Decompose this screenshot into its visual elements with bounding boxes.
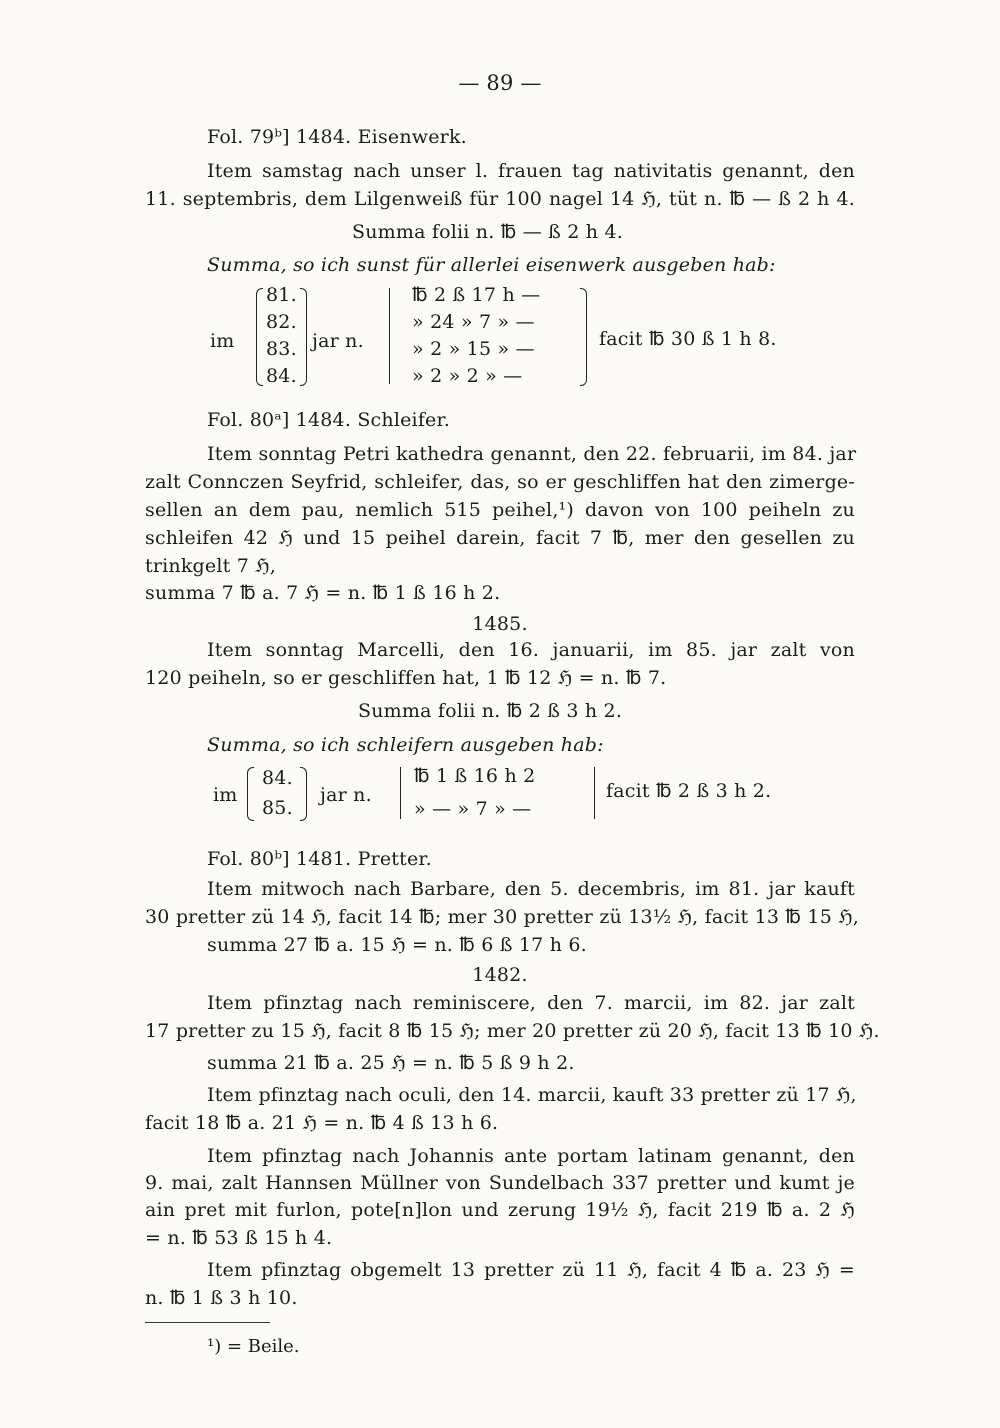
text-line: trinkgelt 7 ℌ, — [145, 555, 277, 577]
table-bar — [389, 288, 390, 384]
left-brace — [247, 767, 254, 821]
text-line: Item sonntag Petri kathedra genannt, den 22. februarii, im 84. jar — [207, 443, 857, 465]
text-line: 120 peiheln, so er geschliffen hat, 1 ℔ 12 ℌ = n. ℔ 7. — [145, 667, 667, 689]
year-heading: 1485. — [472, 613, 528, 635]
text-line: facit 18 ℔ a. 21 ℌ = n. ℔ 4 ß 13 h 6. — [145, 1112, 499, 1134]
text-line: n. ℔ 1 ß 3 h 10. — [145, 1287, 298, 1309]
page-number: — 89 — — [458, 71, 542, 95]
right-brace — [300, 767, 307, 821]
text-line: Item pfinztag nach reminiscere, den 7. marcii, im 82. jar zalt — [207, 992, 855, 1014]
right-brace — [300, 288, 307, 386]
table-im-label: im — [210, 330, 235, 352]
table-amount: » 24 » 7 » — — [412, 311, 535, 333]
left-brace — [256, 288, 263, 386]
summa-folii: Summa folii n. ℔ 2 ß 3 h 2. — [358, 700, 623, 722]
table-year: 83. — [266, 338, 297, 360]
text-line: summa 27 ℔ a. 15 ℌ = n. ℔ 6 ß 17 h 6. — [207, 934, 587, 956]
right-brace — [580, 288, 587, 386]
table-year: 81. — [266, 284, 297, 306]
table-jar-n: jar n. — [320, 784, 372, 806]
text-line: 11. septembris, dem Lilgenweiß für 100 nagel 14 ℌ, tüt n. ℔ — ß 2 h 4. — [145, 188, 855, 210]
table-facit: facit ℔ 2 ß 3 h 2. — [606, 780, 772, 802]
text-line: Item sonntag Marcelli, den 16. januarii, im 85. jar zalt von — [207, 639, 855, 661]
summa-heading: Summa, so ich schleifern ausgeben hab: — [207, 734, 604, 756]
table-amount: » 2 » 2 » — — [412, 365, 523, 387]
text-line: summa 21 ℔ a. 25 ℌ = n. ℔ 5 ß 9 h 2. — [207, 1052, 575, 1074]
summa-heading: Summa, so ich sunst für allerlei eisenwerk ausgeben hab: — [207, 254, 776, 276]
summa-folii: Summa folii n. ℔ — ß 2 h 4. — [352, 221, 623, 243]
section-heading-eisenwerk: Fol. 79ᵇ] 1484. Eisenwerk. — [207, 126, 467, 148]
text-line: Item pfinztag obgemelt 13 pretter zü 11 ℌ, facit 4 ℔ a. 23 ℌ = — [207, 1259, 855, 1281]
footnote-rule — [145, 1322, 270, 1323]
text-line: 17 pretter zu 15 ℌ, facit 8 ℔ 15 ℌ; mer 20 pretter zü 20 ℌ, facit 13 ℔ 10 ℌ. — [145, 1020, 880, 1042]
table-amount: ℔ 2 ß 17 h — — [412, 284, 541, 306]
table-amount: » — » 7 » — — [414, 798, 532, 820]
table-bar — [594, 767, 595, 819]
text-line: ain pret mit furlon, pote[n]lon und zerung 19½ ℌ, facit 219 ℔ a. 2 ℌ — [145, 1199, 855, 1221]
text-line: Item pfinztag nach Johannis ante portam latinam genannt, den — [207, 1145, 855, 1167]
footnote: ¹) = Beile. — [207, 1336, 300, 1357]
text-line: zalt Connczen Seyfrid, schleifer, das, so er geschliffen hat den zimerge- — [145, 471, 855, 493]
text-line: 30 pretter zü 14 ℌ, facit 14 ℔; mer 30 pretter zü 13½ ℌ, facit 13 ℔ 15 ℌ, — [145, 906, 860, 928]
year-heading: 1482. — [472, 964, 528, 986]
table-amount: » 2 » 15 » — — [412, 338, 535, 360]
section-heading-pretter: Fol. 80ᵇ] 1481. Pretter. — [207, 848, 432, 870]
text-line: = n. ℔ 53 ß 15 h 4. — [145, 1227, 333, 1249]
section-heading-schleifer: Fol. 80ᵃ] 1484. Schleifer. — [207, 409, 450, 431]
table-amount: ℔ 1 ß 16 h 2 — [414, 765, 536, 787]
text-line: summa 7 ℔ a. 7 ℌ = n. ℔ 1 ß 16 h 2. — [145, 582, 501, 604]
table-year: 85. — [262, 797, 293, 819]
text-line: sellen an dem pau, nemlich 515 peihel,¹) davon von 100 peiheln zu — [145, 499, 855, 521]
text-line: Item samstag nach unser l. frauen tag nativitatis genannt, den — [207, 160, 855, 182]
table-facit: facit ℔ 30 ß 1 h 8. — [599, 328, 777, 350]
text-line: 9. mai, zalt Hannsen Müllner von Sundelbach 337 pretter und kumt je — [145, 1172, 855, 1194]
table-year: 84. — [262, 767, 293, 789]
text-line: schleifen 42 ℌ und 15 peihel darein, facit 7 ℔, mer den gesellen zu — [145, 527, 855, 549]
table-year: 82. — [266, 311, 297, 333]
text-line: Item pfinztag nach oculi, den 14. marcii, kauft 33 pretter zü 17 ℌ, — [207, 1084, 857, 1106]
text-line: Item mitwoch nach Barbare, den 5. decembris, im 81. jar kauft — [207, 878, 855, 900]
table-jar-n: jar n. — [312, 330, 364, 352]
table-year: 84. — [266, 365, 297, 387]
table-im-label: im — [213, 784, 238, 806]
table-bar — [400, 767, 401, 819]
